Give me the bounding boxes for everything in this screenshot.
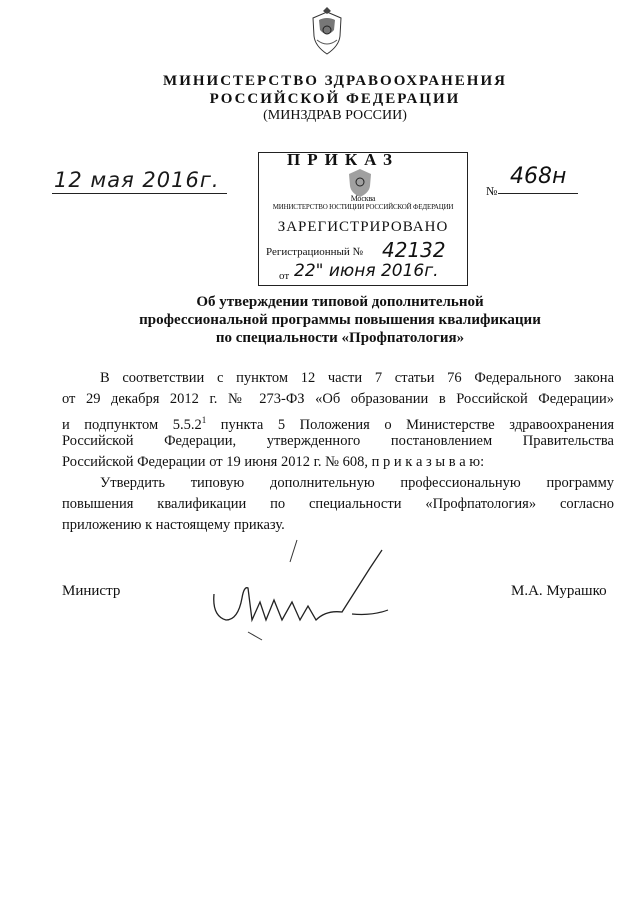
body-line: Российской Федерации от 19 июня 2012 г. № 608, п р и к а з ы в а ю: [62, 454, 485, 470]
date-underline [52, 193, 227, 194]
signer-name: М.А. Мурашко [511, 583, 607, 599]
document-title-line3: по специальности «Профпатология» [215, 330, 465, 346]
stamp-city: Москва [350, 194, 376, 203]
body-fragment: и подпунктом 5.5.2 [62, 416, 202, 433]
document-title-line1: Об утверждении типовой дополнительной [196, 294, 484, 310]
order-type-title: ПРИКАЗ [287, 150, 399, 169]
number-underline [498, 193, 578, 194]
ministry-name-line2: РОССИЙСКОЙ ФЕДЕРАЦИИ [209, 91, 461, 107]
ministry-name-line1: МИНИСТЕРСТВО ЗДРАВООХРАНЕНИЯ [163, 73, 507, 89]
stamp-reg-number: 42132 [382, 238, 446, 262]
order-number: 468н [510, 164, 567, 189]
body-line: В соответствии с пунктом 12 части 7 статьи 76 Федерального закона [100, 370, 614, 386]
body-fragment: пункта 5 Положения о Министерстве здравоохранения [206, 416, 614, 433]
handwritten-signature [202, 536, 402, 644]
order-date: 12 мая 2016г. [54, 168, 220, 192]
body-line: Утвердить типовую дополнительную профессиональную программу [100, 475, 614, 491]
stamp-status: ЗАРЕГИСТРИРОВАНО [277, 219, 449, 235]
body-line: Российской Федерации, утвержденного постановлением Правительства [62, 433, 614, 449]
signer-position: Министр [62, 583, 121, 599]
coat-of-arms-emblem [307, 6, 347, 58]
body-line: повышения квалификации по специальности «Профпатология» согласно [62, 496, 614, 512]
body-line: приложению к настоящему приказу. [62, 517, 285, 533]
stamp-reg-number-label: Регистрационный № [266, 246, 364, 258]
stamp-justice-name: МИНИСТЕРСТВО ЮСТИЦИИ РОССИЙСКОЙ ФЕДЕРАЦИИ [272, 203, 454, 211]
body-line: от 29 декабря 2012 г. № 273-ФЗ «Об образовании в Российской Федерации» [62, 391, 614, 407]
document-title-line2: профессиональной программы повышения квалификации [139, 312, 541, 328]
order-number-label: № [486, 184, 498, 198]
stamp-ministry-of-justice [258, 194, 468, 211]
ministry-short-name: (МИНЗДРАВ РОССИИ) [263, 108, 407, 123]
stamp-from-label: от [279, 270, 290, 282]
footnote-superscript: 1 [201, 415, 207, 425]
stamp-reg-date: 22" июня 2016г. [294, 261, 439, 281]
